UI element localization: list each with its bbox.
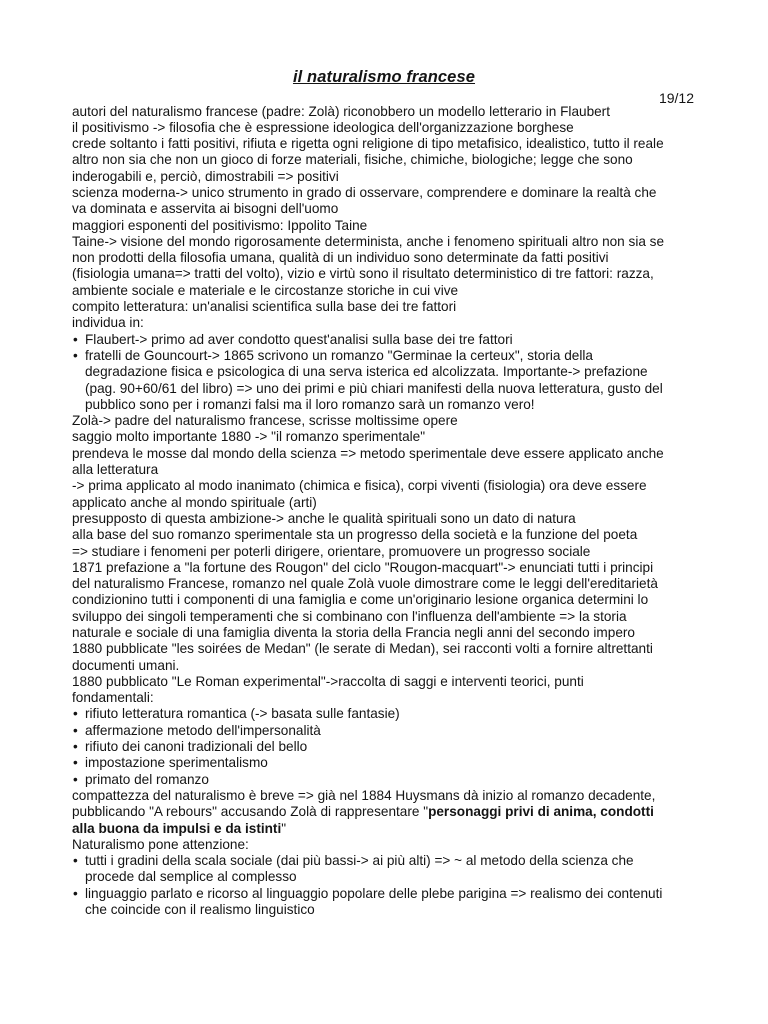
bullet-icon: • bbox=[73, 771, 78, 787]
text-line: -> prima applicato al modo inanimato (chimica e fisica), corpi viventi (fisiologia) ora deve essere bbox=[72, 478, 647, 494]
bullet-item bbox=[72, 723, 696, 739]
document-date: 19/12 bbox=[658, 90, 694, 106]
bullet-text: impostazione sperimentalismo bbox=[85, 755, 268, 771]
plain-text: pubblicando "A rebours" accusando Zolà di rappresentare " bbox=[72, 804, 429, 820]
plain-text-tail: " bbox=[281, 820, 287, 836]
bullet-item bbox=[72, 348, 696, 364]
text-line: del naturalismo Francese, romanzo nel quale Zolà vuole dimostrare come le leggi dell'ereditarietà bbox=[72, 576, 658, 592]
text-line: compattezza del naturalismo è breve => già nel 1884 Huysmans dà inizio al romanzo decadente, bbox=[72, 787, 656, 803]
bullet-icon: • bbox=[73, 331, 78, 347]
text-line: prendeva le mosse dal mondo della scienza => metodo sperimentale deve essere applicato anche bbox=[72, 445, 664, 461]
bullet-item bbox=[72, 706, 696, 722]
bullet-icon: • bbox=[73, 347, 78, 363]
bold-quote: personaggi privi di anima, condotti bbox=[428, 804, 654, 820]
bullet-continuation: degradazione fisica e psicologica di una serva isterica ed alcolizzata. Importante-> prefazione bbox=[85, 364, 648, 380]
bullet-text: tutti i gradini della scala sociale (dai più bassi-> ai più alti) => ~ al metodo della scienza che bbox=[85, 853, 634, 869]
text-line: non prodotti della filosofia umana, qualità di un individuo sono determinate da fatti positivi bbox=[72, 250, 609, 266]
text-line: il positivismo -> filosofia che è espressione ideologica dell'organizzazione borghese bbox=[72, 119, 574, 135]
text-line: inderogabili e, perciò, dimostrabili => positivi bbox=[72, 168, 339, 184]
text-line: (fisiologia umana=> tratti del volto), vizio e virtù sono il risultato deterministico di tre fattori: razza, bbox=[72, 266, 654, 282]
bullet-item bbox=[72, 886, 696, 902]
text-line: va dominata e asservita ai bisogni dell'uomo bbox=[72, 201, 339, 217]
text-line: sviluppo dei singoli temperamenti che si combinano con l'influenza dell'ambiente => la storia bbox=[72, 608, 627, 624]
text-line: 1880 pubblicate "les soirées de Medan" (le serate di Medan), sei racconti volti a fornire altrettanti bbox=[72, 641, 653, 657]
text-line: ambiente sociale e materiale e le circostanze storiche in cui vive bbox=[72, 282, 459, 298]
bullet-text: fratelli de Gouncourt-> 1865 scrivono un romanzo "Germinae la certeux", storia della bbox=[85, 347, 593, 363]
bullet-continuation: pubblico sono per i romanzi falsi ma il loro romanzo sarà un romanzo vero! bbox=[85, 396, 535, 412]
bullet-text: rifiuto dei canoni tradizionali del bello bbox=[85, 739, 308, 755]
text-line: presupposto di questa ambizione-> anche le qualità spirituali sono un dato di natura bbox=[72, 510, 576, 526]
bullet-text: primato del romanzo bbox=[85, 771, 209, 787]
bullet-item bbox=[72, 739, 696, 755]
bullet-icon: • bbox=[73, 739, 78, 755]
text-line: saggio molto importante 1880 -> "il romanzo sperimentale" bbox=[72, 429, 426, 445]
bullet-icon: • bbox=[73, 722, 78, 738]
bullet-continuation: (pag. 90+60/61 del libro) => uno dei primi e più chiari manifesti della nuova letteratura, gusto del bbox=[85, 380, 663, 396]
document-title: il naturalismo francese bbox=[292, 68, 476, 86]
bullet-item bbox=[72, 772, 696, 788]
bullet-item bbox=[72, 853, 696, 869]
text-line: Taine-> visione del mondo rigorosamente determinista, anche i fenomeno spirituali altro non sia se bbox=[72, 233, 665, 249]
text-line: crede soltanto i fatti positivi, rifiuta e rigetta ogni religione di tipo metafisico, idealistico, tutto il reale bbox=[72, 136, 664, 152]
text-line: alla base del suo romanzo sperimentale sta un progresso della società e la funzione del poeta bbox=[72, 527, 638, 543]
bullet-icon: • bbox=[73, 853, 78, 869]
bullet-icon: • bbox=[73, 706, 78, 722]
text-line: altro non sia che non un gioco di forze materiali, fisiche, chimiche, biologiche; legge che sono bbox=[72, 152, 633, 168]
bullet-icon: • bbox=[73, 755, 78, 771]
bullet-text: Flaubert-> primo ad aver condotto quest'analisi sulla base dei tre fattori bbox=[85, 331, 513, 347]
text-line: applicato anche al mondo spirituale (arti) bbox=[72, 494, 317, 510]
bullet-text: rifiuto letteratura romantica (-> basata sulle fantasie) bbox=[85, 706, 400, 722]
bullet-continuation: che coincide con il realismo linguistico bbox=[85, 902, 315, 918]
text-line-emphasis bbox=[72, 821, 696, 837]
text-line: Zolà-> padre del naturalismo francese, scrisse moltissime opere bbox=[72, 413, 458, 429]
bullet-icon: • bbox=[73, 885, 78, 901]
text-line: autori del naturalismo francese (padre: Zolà) riconobbero un modello letterario in Flaubert bbox=[72, 103, 610, 119]
document-body bbox=[72, 104, 696, 919]
bullet-item bbox=[72, 755, 696, 771]
bullet-text: affermazione metodo dell'impersonalità bbox=[85, 722, 321, 738]
bullet-item bbox=[72, 332, 696, 348]
text-line: scienza moderna-> unico strumento in grado di osservare, comprendere e dominare la realtà che bbox=[72, 184, 657, 200]
text-line: documenti umani. bbox=[72, 657, 180, 673]
text-line: compito letteratura: un'analisi scientifica sulla base dei tre fattori bbox=[72, 299, 457, 315]
text-line: naturale e sociale di una famiglia diventa la storia della Francia negli anni del secondo impero bbox=[72, 625, 635, 640]
text-line-emphasis bbox=[72, 804, 696, 820]
bold-quote: alla buona da impulsi e da istinti bbox=[72, 820, 282, 836]
text-line: fondamentali: bbox=[72, 690, 154, 706]
text-line: alla letteratura bbox=[72, 462, 159, 478]
text-line: => studiare i fenomeni per poterli dirigere, orientare, promuovere un progresso sociale bbox=[72, 543, 591, 559]
text-line: 1880 pubblicato "Le Roman experimental"->raccolta di saggi e interventi teorici, punti bbox=[72, 673, 584, 689]
bullet-continuation: procede dal semplice al complesso bbox=[85, 869, 297, 885]
text-line: condizionino tutti i componenti di una famiglia e come un'originario lesione organica determini lo bbox=[72, 592, 649, 608]
text-line: 1871 prefazione a "la fortune des Rougon" del ciclo "Rougon-macquart"-> enunciati tutti i principi bbox=[72, 559, 654, 575]
text-line: individua in: bbox=[72, 315, 144, 331]
bullet-text: linguaggio parlato e ricorso al linguaggio popolare delle plebe parigina => realismo dei contenuti bbox=[85, 885, 663, 901]
text-line: maggiori esponenti del positivismo: Ippolito Taine bbox=[72, 217, 368, 233]
text-line: Naturalismo pone attenzione: bbox=[72, 836, 249, 852]
